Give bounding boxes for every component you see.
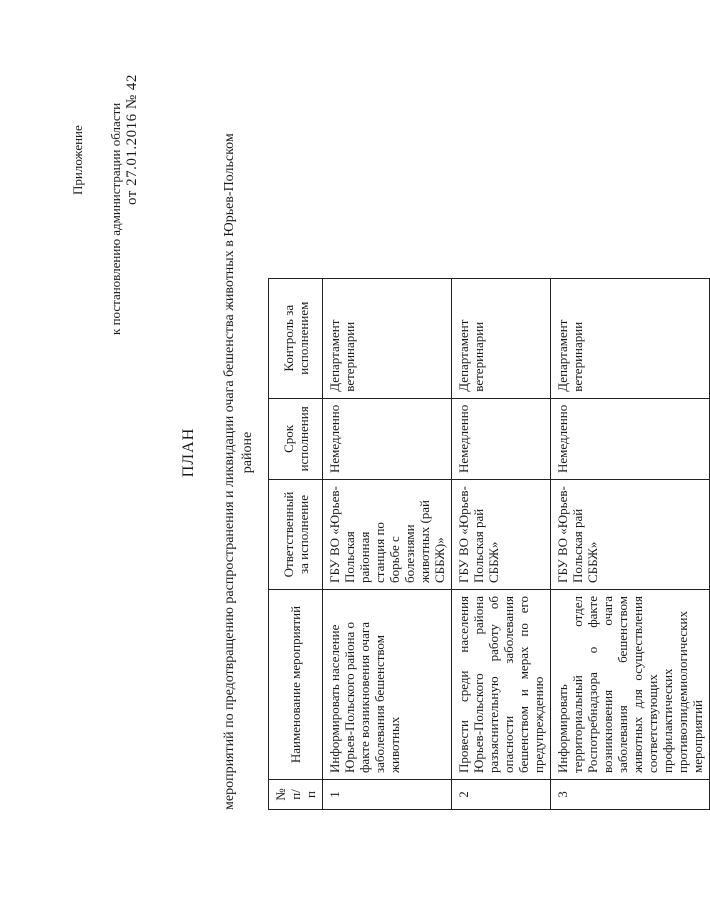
row-control: Департамент ветеринарии — [323, 278, 452, 398]
table-header-row — [269, 278, 323, 809]
header-control: Контроль за исполнением — [269, 278, 323, 398]
row-term: Немедленно — [452, 398, 551, 479]
plan-title: ПЛАН — [180, 427, 197, 478]
plan-subtitle-line2: районе — [240, 431, 255, 474]
row-control: Департамент ветеринарии — [452, 278, 551, 398]
header-responsible: Ответственный за исполнение — [269, 480, 323, 590]
table-row — [452, 278, 551, 809]
row-name: Информировать население Юрьев-Польского района о факте возникновения очага заболевания бешенством животных — [323, 590, 452, 780]
plan-subtitle-line1: мероприятий по предотвращению распространения и ликвидации очага бешенства животных в Юрьев-Польском — [222, 133, 237, 810]
row-num: 3 — [551, 780, 710, 810]
row-term: Немедленно — [551, 398, 710, 479]
date-line: от 27.01.2016 № 42 — [124, 74, 140, 205]
resolution-line: к постановлению администрации области — [108, 102, 123, 335]
row-name: Информировать территориальный отдел Роспотребнадзора о факте возникновения очага заболевания бешенством животных для осуществления соответствующих профилактических противоэпидемиологических мероприятий — [551, 590, 710, 780]
header-term: Срок исполнения — [269, 398, 323, 479]
measures-table — [268, 278, 710, 810]
row-responsible: ГБУ ВО «Юрьев-Польская рай СББЖ» — [551, 480, 710, 590]
row-term: Немедленно — [323, 398, 452, 479]
row-name: Провести среди населения Юрьев-Польского района разъяснительную работу об опасности заболевания бешенством и мерах по его предупреждению — [452, 590, 551, 780]
row-num: 1 — [323, 780, 452, 810]
header-name: Наименование мероприятий — [269, 590, 323, 780]
appendix-label: Приложение — [70, 125, 85, 195]
row-control: Департамент ветеринарии — [551, 278, 710, 398]
table-row — [323, 278, 452, 809]
table-row — [551, 278, 710, 809]
row-responsible: ГБУ ВО «Юрьев-Польская рай СББЖ» — [452, 480, 551, 590]
header-num: № п/п — [269, 780, 323, 810]
row-num: 2 — [452, 780, 551, 810]
row-responsible: ГБУ ВО «Юрьев-Польская районная станция по борьбе с болезнями животных (рай СББЖ)» — [323, 480, 452, 590]
